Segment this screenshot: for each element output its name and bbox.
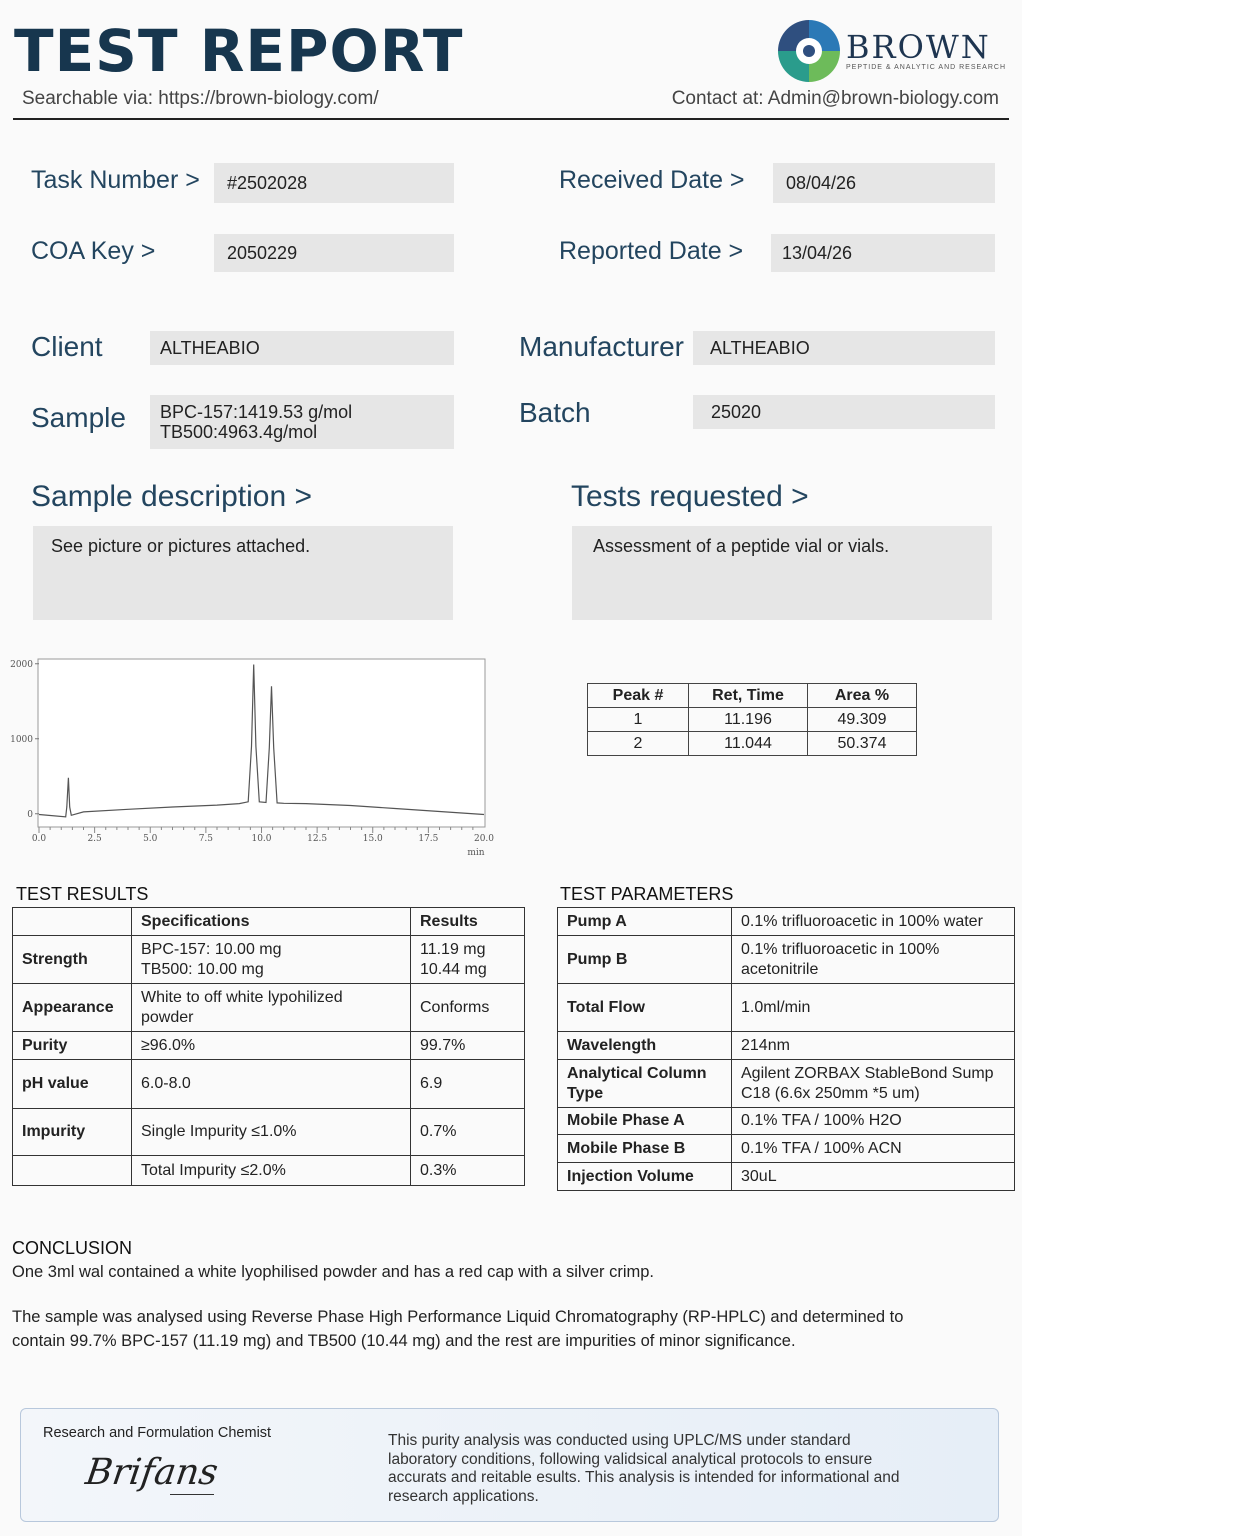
param-value: 214nm bbox=[732, 1032, 1015, 1060]
param-value: 0.1% TFA / 100% ACN bbox=[732, 1135, 1015, 1163]
param-label: Injection Volume bbox=[558, 1163, 732, 1191]
x-tick-label: 0.0 bbox=[31, 834, 47, 844]
params-row bbox=[558, 1032, 1015, 1060]
results-header: Results bbox=[411, 908, 525, 936]
peaks-row bbox=[588, 732, 917, 756]
params-row bbox=[558, 1163, 1015, 1191]
received-date-value: 08/04/26 bbox=[773, 163, 995, 203]
params-row bbox=[558, 984, 1015, 1032]
param-label: Wavelength bbox=[558, 1032, 732, 1060]
sample-label: Sample bbox=[31, 402, 126, 433]
params-row bbox=[558, 1060, 1015, 1108]
results-row bbox=[13, 936, 525, 984]
params-row bbox=[558, 1108, 1015, 1135]
coa-key-value: 2050229 bbox=[214, 234, 454, 272]
x-tick-label: 20.0 bbox=[473, 834, 495, 844]
sample-value bbox=[150, 395, 454, 449]
results-value: 11.19 mg 10.44 mg bbox=[411, 936, 525, 984]
results-header-row bbox=[13, 908, 525, 936]
peaks-header-row bbox=[588, 684, 917, 708]
signature: Brifans bbox=[83, 1452, 221, 1493]
results-value: 99.7% bbox=[411, 1032, 525, 1060]
params-row bbox=[558, 936, 1015, 984]
header-divider bbox=[13, 118, 1009, 120]
results-label: Appearance bbox=[13, 984, 132, 1032]
x-tick-label: 2.5 bbox=[87, 834, 102, 844]
results-label: Strength bbox=[13, 936, 132, 984]
param-value: 0.1% TFA / 100% H2O bbox=[732, 1108, 1015, 1135]
brand-name: BROWN bbox=[846, 28, 991, 66]
peak-cell: 11.044 bbox=[689, 732, 808, 756]
coa-key-label: COA Key > bbox=[31, 237, 156, 265]
conclusion-heading: CONCLUSION bbox=[12, 1238, 133, 1258]
results-row bbox=[13, 1109, 525, 1156]
test-parameters-table bbox=[557, 907, 1015, 1191]
peak-cell: 1 bbox=[588, 708, 689, 732]
y-tick-label: 0 bbox=[27, 809, 33, 820]
x-tick-label: 10.0 bbox=[251, 834, 272, 844]
results-value: 6.9 bbox=[411, 1060, 525, 1109]
param-label: Total Flow bbox=[558, 984, 732, 1032]
reported-date-label: Reported Date > bbox=[559, 237, 744, 265]
param-label: Mobile Phase B bbox=[558, 1135, 732, 1163]
peak-cell: 2 bbox=[588, 732, 689, 756]
blank-cell bbox=[13, 908, 132, 936]
sample-description-box: See picture or pictures attached. bbox=[33, 526, 453, 620]
x-tick-label: 15.0 bbox=[362, 834, 383, 844]
results-value: 0.7% bbox=[411, 1109, 525, 1156]
x-tick-label: 12.5 bbox=[307, 834, 328, 844]
peaks-header: Peak # bbox=[588, 684, 689, 708]
logo-dot bbox=[803, 45, 815, 57]
chromatogram-chart bbox=[0, 650, 500, 865]
signature-underline bbox=[170, 1494, 214, 1495]
params-row bbox=[558, 1135, 1015, 1163]
conclusion-line-1: One 3ml wal contained a white lyophilised powder and has a red cap with a silver crimp. bbox=[12, 1263, 654, 1281]
results-header: Specifications bbox=[132, 908, 411, 936]
client-value: ALTHEABIO bbox=[150, 331, 454, 365]
conclusion-line-2: The sample was analysed using Reverse Phase High Performance Liquid Chromatography (RP-HPLC) and determined to bbox=[12, 1308, 904, 1326]
results-spec: 6.0-8.0 bbox=[132, 1060, 411, 1109]
manufacturer-label: Manufacturer bbox=[519, 331, 684, 362]
test-parameters-heading: TEST PARAMETERS bbox=[560, 884, 734, 904]
y-tick-label: 2000 bbox=[10, 659, 33, 670]
batch-value: 25020 bbox=[693, 395, 995, 429]
reported-date-value: 13/04/26 bbox=[771, 234, 995, 272]
task-number-label: Task Number > bbox=[31, 166, 200, 194]
param-value: 1.0ml/min bbox=[732, 984, 1015, 1032]
x-tick-label: 17.5 bbox=[418, 834, 439, 844]
peak-cell: 50.374 bbox=[808, 732, 917, 756]
x-tick-label: 5.0 bbox=[143, 834, 158, 844]
sample-description-heading: Sample description > bbox=[31, 480, 312, 513]
tests-requested-heading: Tests requested > bbox=[571, 480, 809, 513]
results-label: pH value bbox=[13, 1060, 132, 1109]
peaks-table bbox=[587, 683, 917, 756]
received-date-label: Received Date > bbox=[559, 166, 745, 194]
x-tick-label: 7.5 bbox=[198, 834, 214, 844]
peaks-header: Ret, Time bbox=[689, 684, 808, 708]
analysis-note: This purity analysis was conducted using UPLC/MS under standard laboratory conditions, following validsical analytical protocols to ensure accurats and reitable esults. This analysis is intended for informational and research applications. bbox=[388, 1432, 900, 1505]
param-label: Pump B bbox=[558, 936, 732, 984]
peaks-row bbox=[588, 708, 917, 732]
param-label: Pump A bbox=[558, 908, 732, 936]
chemist-title: Research and Formulation Chemist bbox=[43, 1425, 272, 1441]
peak-cell: 11.196 bbox=[689, 708, 808, 732]
results-row bbox=[13, 1156, 525, 1186]
results-value: Conforms bbox=[411, 984, 525, 1032]
param-label: Mobile Phase A bbox=[558, 1108, 732, 1135]
conclusion-line-3: contain 99.7% BPC-157 (11.19 mg) and TB500 (10.44 mg) and the rest are impurities of minor significance. bbox=[12, 1332, 796, 1350]
results-spec: BPC-157: 10.00 mg TB500: 10.00 mg bbox=[132, 936, 411, 984]
results-label: Purity bbox=[13, 1032, 132, 1060]
param-label: Analytical Column Type bbox=[558, 1060, 732, 1108]
results-value: 0.3% bbox=[411, 1156, 525, 1186]
contact-email[interactable]: Contact at: Admin@brown-biology.com bbox=[671, 88, 999, 109]
y-tick-label: 1000 bbox=[10, 734, 33, 745]
peak-cell: 49.309 bbox=[808, 708, 917, 732]
sample-line-2: TB500:4963.4g/mol bbox=[160, 422, 318, 442]
page-title: TEST REPORT bbox=[14, 17, 464, 85]
sample-line-1: BPC-157:1419.53 g/mol bbox=[160, 402, 353, 422]
param-value: 0.1% trifluoroacetic in 100% acetonitrile bbox=[732, 936, 1015, 984]
peaks-header: Area % bbox=[808, 684, 917, 708]
manufacturer-value: ALTHEABIO bbox=[693, 331, 995, 365]
test-results-table bbox=[12, 907, 525, 1186]
test-results-heading: TEST RESULTS bbox=[16, 884, 149, 904]
results-row bbox=[13, 1032, 525, 1060]
blank-cell bbox=[13, 1156, 132, 1186]
x-axis-unit: min bbox=[467, 848, 485, 858]
results-spec: Total Impurity ≤2.0% bbox=[132, 1156, 411, 1186]
results-spec: ≥96.0% bbox=[132, 1032, 411, 1060]
results-label: Impurity bbox=[13, 1109, 132, 1156]
params-row bbox=[558, 908, 1015, 936]
tests-requested-box: Assessment of a peptide vial or vials. bbox=[572, 526, 992, 620]
searchable-url[interactable]: Searchable via: https://brown-biology.com/ bbox=[22, 88, 379, 109]
results-spec: Single Impurity ≤1.0% bbox=[132, 1109, 411, 1156]
results-spec: White to off white lypohilized powder bbox=[132, 984, 411, 1032]
param-value: 30uL bbox=[732, 1163, 1015, 1191]
brand-tagline: PEPTIDE & ANALYTIC AND RESEARCH bbox=[846, 64, 1007, 71]
results-row bbox=[13, 1060, 525, 1109]
client-label: Client bbox=[31, 331, 103, 362]
batch-label: Batch bbox=[519, 397, 591, 428]
task-number-value: #2502028 bbox=[214, 163, 454, 203]
results-row bbox=[13, 984, 525, 1032]
param-value: Agilent ZORBAX StableBond Sump C18 (6.6x 250mm *5 um) bbox=[732, 1060, 1015, 1108]
param-value: 0.1% trifluoroacetic in 100% water bbox=[732, 908, 1015, 936]
